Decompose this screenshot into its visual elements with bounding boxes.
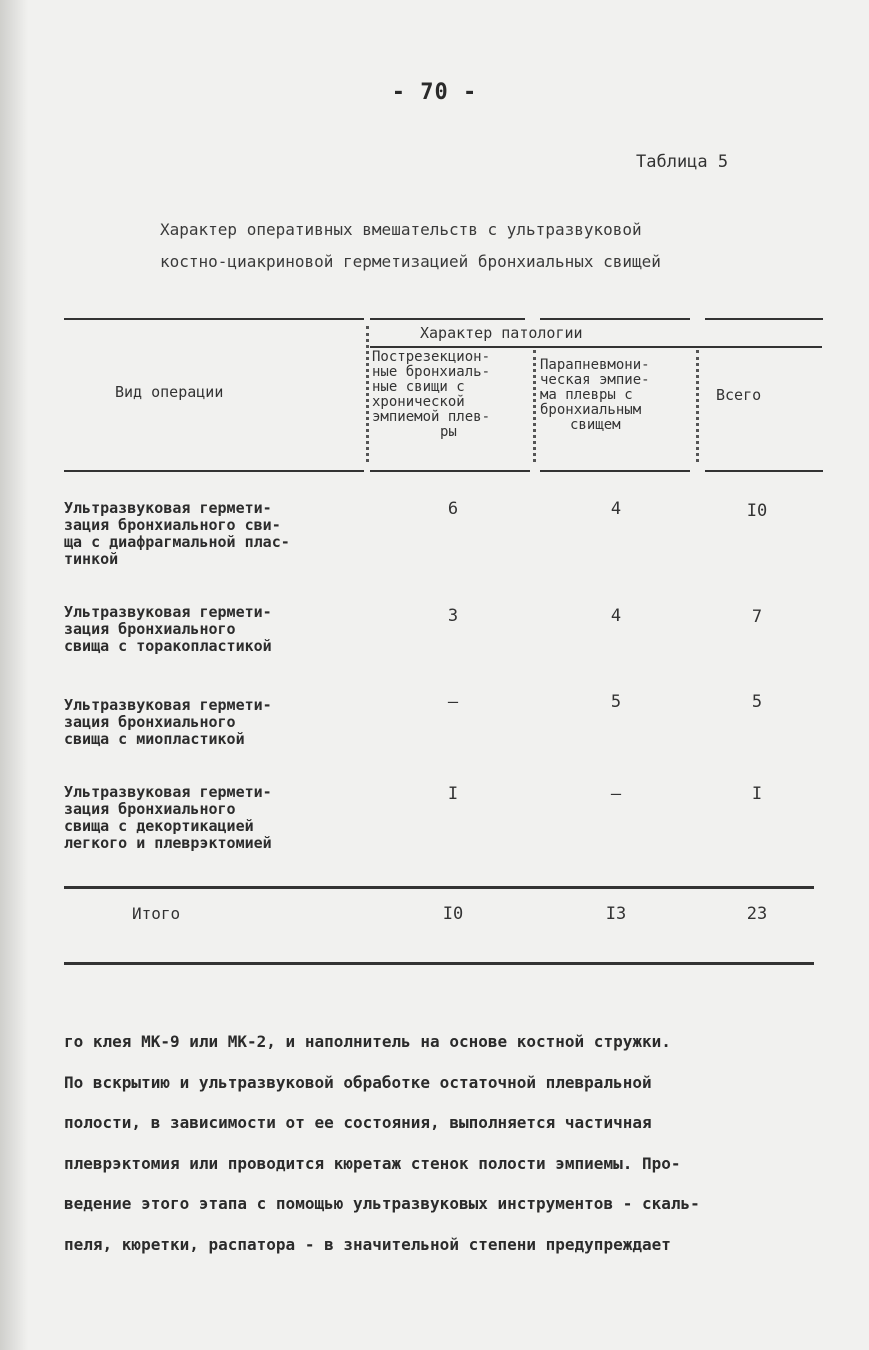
row-label-line: ща с диафрагмальной плас-: [64, 533, 290, 551]
cell-total: 5: [751, 692, 763, 712]
column-divider: [366, 326, 369, 462]
page-edge-shadow: [0, 0, 28, 1350]
cell-col1: I: [447, 784, 459, 804]
header-bottom-rule: [540, 470, 690, 472]
header-bottom-rule: [705, 470, 823, 472]
header-col1-line: хронической: [372, 394, 465, 410]
header-col1-line: ные бронхиаль-: [372, 364, 491, 380]
cell-col2: 5: [610, 692, 622, 712]
pathology-group-rule: [370, 346, 822, 348]
table-bottom-rule: [64, 962, 814, 965]
header-col1: [372, 350, 490, 440]
header-col1-line: ные свищи с: [372, 379, 465, 395]
row-label-line: Ультразвуковая гермети-: [64, 499, 272, 517]
cell-col1: 3: [447, 606, 459, 626]
row-label-line: зация бронхиального: [64, 800, 236, 818]
header-total: Всего: [716, 386, 762, 404]
body-line: го клея МК-9 или МК-2, и наполнитель на основе костной стружки.: [64, 1032, 671, 1051]
totals-top-rule: [64, 886, 814, 889]
body-line: пеля, кюретки, распатора - в значительной степени предупреждает: [64, 1234, 671, 1254]
totals-label: Итого: [132, 904, 181, 923]
body-line: ведение этого этапа с помощью ультразвуковых инструментов - скаль-: [64, 1194, 700, 1213]
header-col1-line: эмпиемой плев-: [372, 409, 491, 425]
table-label: Таблица 5: [636, 152, 729, 172]
row-label-line: зация бронхиального: [64, 620, 236, 638]
row-label-line: легкого и плеврэктомией: [64, 834, 272, 852]
header-pathology-group: Характер патологии: [420, 324, 583, 342]
body-paragraph: [64, 1022, 854, 1265]
header-bottom-rule: [64, 470, 364, 472]
table-row-label: [64, 784, 272, 852]
row-label-line: Ультразвуковая гермети-: [64, 783, 272, 801]
body-line: По вскрытию и ультразвуковой обработке остаточной плевральной: [64, 1072, 652, 1092]
column-divider: [696, 350, 699, 462]
cell-col2: 4: [610, 606, 622, 626]
table-top-rule: [705, 318, 823, 320]
cell-total: 7: [751, 607, 763, 627]
row-label-line: свища с миопластикой: [64, 730, 245, 748]
row-label-line: зация бронхиального: [64, 713, 236, 731]
cell-col1: 6: [447, 499, 459, 519]
table-row-label: [64, 604, 272, 655]
table-row-label: [64, 697, 272, 748]
totals-col2: I3: [605, 904, 627, 924]
cell-col2: –: [610, 784, 622, 804]
body-line: полости, в зависимости от ее состояния, выполняется частичная: [64, 1113, 652, 1132]
row-label-line: зация бронхиального сви-: [64, 516, 281, 534]
row-label-line: Ультразвуковая гермети-: [64, 603, 272, 621]
table-title: [160, 214, 800, 278]
header-col2-line: свищем: [570, 417, 621, 433]
header-col2-line: Парапневмони-: [540, 357, 650, 373]
header-col2-line: ма плевры с: [540, 387, 633, 403]
table-top-rule: [370, 318, 525, 320]
table-title-line: Характер оперативных вмешательств с ультразвуковой: [160, 220, 642, 239]
header-col1-line: Пострезекцион-: [372, 349, 491, 365]
header-col2: [540, 358, 650, 433]
table-row-label: [64, 500, 290, 568]
header-col1-line: ры: [440, 424, 457, 440]
table-top-rule: [540, 318, 690, 320]
cell-total: I0: [746, 501, 768, 521]
row-label-line: тинкой: [64, 550, 119, 568]
row-label-line: свища с торакопластикой: [64, 637, 272, 655]
totals-total: 23: [746, 904, 768, 924]
header-col2-line: бронхиальным: [540, 402, 642, 418]
column-divider: [533, 350, 536, 462]
cell-total: I: [751, 784, 763, 804]
cell-col1: –: [447, 692, 459, 712]
table-top-rule: [64, 318, 364, 320]
cell-col2: 4: [610, 499, 622, 519]
table-title-line: костно-циакриновой герметизацией бронхиальных свищей: [160, 252, 661, 271]
totals-col1: I0: [442, 904, 464, 924]
header-bottom-rule: [370, 470, 530, 472]
row-label-line: Ультразвуковая гермети-: [64, 696, 272, 714]
page-number: - 70 -: [391, 80, 478, 105]
body-line: плеврэктомия или проводится кюретаж стенок полости эмпиемы. Про-: [64, 1153, 681, 1173]
header-col2-line: ческая эмпие-: [540, 372, 650, 388]
row-label-line: свища с декортикацией: [64, 817, 254, 835]
header-operation: Вид операции: [115, 383, 224, 401]
